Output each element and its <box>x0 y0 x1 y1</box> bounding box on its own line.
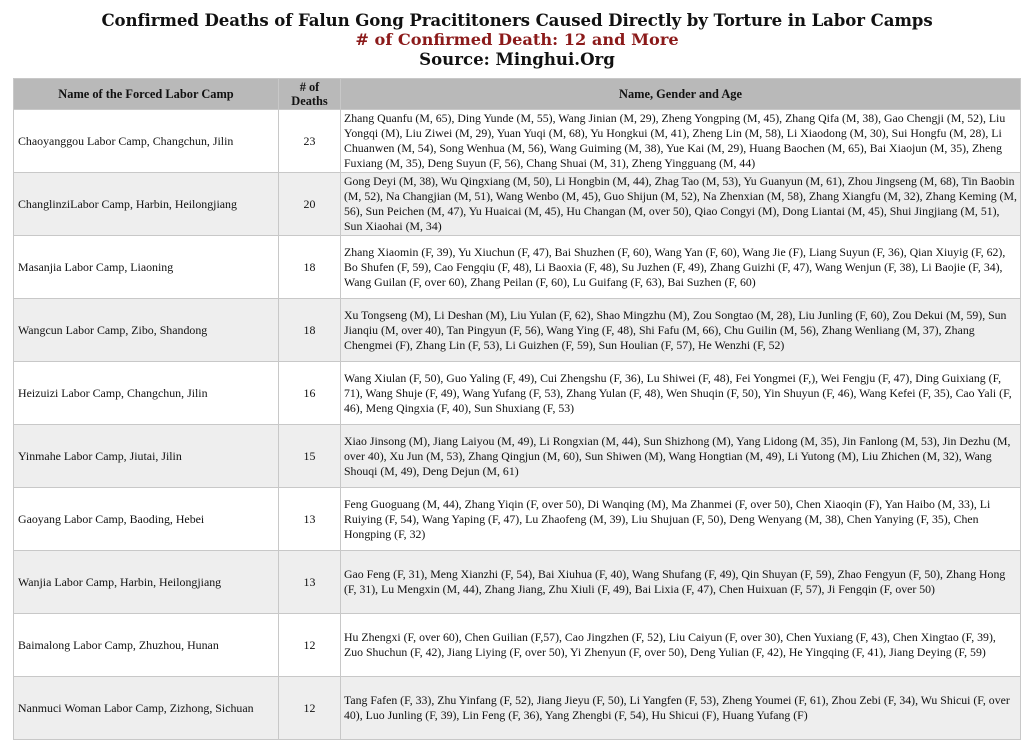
victim-names: Gao Feng (F, 31), Meng Xianzhi (F, 54), Bai Xiuhua (F, 40), Wang Shufang (F, 49), Qin Shuyan (F, 59), Zhao Fengyun (F, 50), Zhang Hong (F, 31), Lu Mengxin (M, 44), Zhang Jiang, Zhu Xiuli (F, 49), Bai Lixia (F, 47), Chen Huixuan (F, 57), Ji Fengqin (F, over 50) <box>341 551 1021 614</box>
death-count: 13 <box>279 488 341 551</box>
table-row <box>14 614 1021 677</box>
death-count: 18 <box>279 299 341 362</box>
death-count: 20 <box>279 173 341 236</box>
table-row <box>14 236 1021 299</box>
victim-names: Tang Fafen (F, 33), Zhu Yinfang (F, 52), Jiang Jieyu (F, 50), Li Yangfen (F, 53), Zheng Youmei (F, 61), Zhou Zebi (F, 34), Wu Shicui (F, over 40), Luo Junling (F, 39), Lin Feng (F, 36), Yang Zhengbi (F, 54), Hu Shicui (F), Huang Yufang (F) <box>341 677 1021 740</box>
table-row <box>14 299 1021 362</box>
report-title: Confirmed Deaths of Falun Gong Pracititoners Caused Directly by Torture in Labor Camps <box>101 10 933 30</box>
table-row <box>14 362 1021 425</box>
victim-names: Hu Zhengxi (F, over 60), Chen Guilian (F,57), Cao Jingzhen (F, 52), Liu Caiyun (F, over 30), Chen Yuxiang (F, 43), Chen Xingtao (F, 39), Zuo Shuchun (F, 42), Jiang Liying (F, over 50), Yi Zhenyun (F, over 50), Deng Yulian (F, 42), He Yingqing (F, 41), Jiang Deying (F, 59) <box>341 614 1021 677</box>
death-count: 16 <box>279 362 341 425</box>
death-count: 15 <box>279 425 341 488</box>
header-names: Name, Gender and Age <box>341 79 1021 110</box>
victim-names: Zhang Xiaomin (F, 39), Yu Xiuchun (F, 47), Bai Shuzhen (F, 60), Wang Yan (F, 60), Wang Jie (F), Liang Suyun (F, 36), Qian Xiuyig (F, 62), Bo Shufen (F, 59), Cao Fengqiu (F, 48), Li Baoxia (F, 48), Su Juzhen (F, 49), Zhang Guizhi (F, 47), Wang Wenjun (F, 38), Li Baojie (F, 34), Wang Guilan (F, over 60), Zhang Peilan (F, 60), Lu Guifang (F, 63), Bai Suzhen (F, 60) <box>341 236 1021 299</box>
camp-name: Gaoyang Labor Camp, Baoding, Hebei <box>14 488 279 551</box>
table-header-row <box>14 79 1021 110</box>
header-count: # of Deaths <box>279 79 341 110</box>
victim-names: Gong Deyi (M, 38), Wu Qingxiang (M, 50), Li Hongbin (M, 44), Zhag Tao (M, 53), Yu Guanyun (M, 61), Zhou Jingseng (M, 68), Tin Baobin (M, 52), Na Changjian (M, 51), Wang Wenbo (M, 45), Guo Shijun (M, 52), Na Zhenxian (M, 58), Zhang Xiangfu (M, 32), Zhang Keming (M, 56), Sun Peichen (M, 47), Yu Huaicai (M, 45), Hu Changan (M, over 50), Qiao Congyi (M), Dong Liantai (M, 45), Shui Jingjiang (M, 51), Sun Xiaohai (M, 34) <box>341 173 1021 236</box>
table-row <box>14 551 1021 614</box>
death-count: 18 <box>279 236 341 299</box>
camp-name: Baimalong Labor Camp, Zhuzhou, Hunan <box>14 614 279 677</box>
camp-name: Wanjia Labor Camp, Harbin, Heilongjiang <box>14 551 279 614</box>
camp-name: Nanmuci Woman Labor Camp, Zizhong, Sichuan <box>14 677 279 740</box>
table-row <box>14 173 1021 236</box>
death-count: 23 <box>279 110 341 173</box>
camp-name: Heizuizi Labor Camp, Changchun, Jilin <box>14 362 279 425</box>
death-count: 13 <box>279 551 341 614</box>
camp-name: Yinmahe Labor Camp, Jiutai, Jilin <box>14 425 279 488</box>
camp-name: Wangcun Labor Camp, Zibo, Shandong <box>14 299 279 362</box>
death-count: 12 <box>279 677 341 740</box>
table-row <box>14 110 1021 173</box>
report-subtitle: # of Confirmed Death: 12 and More <box>355 30 679 49</box>
report-source: Source: Minghui.Org <box>419 49 615 69</box>
victim-names: Xu Tongseng (M), Li Deshan (M), Liu Yulan (F, 62), Shao Mingzhu (M), Zou Songtao (M, 28), Liu Junling (F, 60), Zou Dekui (M, 59), Sun Jianqiu (M, over 40), Tan Pingyun (F, 56), Wang Ying (F, 48), Shi Fafu (M, 66), Chu Guilin (M, 56), Zhang Wenliang (M, 37), Zhang Chengmei (F), Zhang Lin (F, 53), Li Guizhen (F, 59), Sun Houlian (F, 57), He Wenzhi (F, 52) <box>341 299 1021 362</box>
deaths-table <box>13 78 1021 740</box>
camp-name: Chaoyanggou Labor Camp, Changchun, Jilin <box>14 110 279 173</box>
victim-names: Xiao Jinsong (M), Jiang Laiyou (M, 49), Li Rongxian (M, 44), Sun Shizhong (M), Yang Lidong (M, 35), Jin Fanlong (M, 53), Jin Dezhu (M, over 40), Xu Jun (M, 53), Zhang Qingjun (M, 60), Sun Shiwen (M), Wang Hongtian (M, 49), Li Yutong (M), Liu Zhichen (M, 32), Wang Shouqi (M, 49), Deng Dejun (M, 61) <box>341 425 1021 488</box>
camp-name: ChanglinziLabor Camp, Harbin, Heilongjiang <box>14 173 279 236</box>
table-row <box>14 425 1021 488</box>
victim-names: Feng Guoguang (M, 44), Zhang Yiqin (F, over 50), Di Wanqing (M), Ma Zhanmei (F, over 50), Chen Xiaoqin (F), Yan Haibo (M, 33), Li Ruiying (F, 54), Wang Yaping (F, 47), Lu Zhaofeng (M, 39), Liu Shujuan (F, 50), Deng Wenyang (M, 38), Chen Yanying (F, 35), Chen Hongping (F, 32) <box>341 488 1021 551</box>
table-row <box>14 677 1021 740</box>
report-header <box>0 0 1034 69</box>
camp-name: Masanjia Labor Camp, Liaoning <box>14 236 279 299</box>
victim-names: Wang Xiulan (F, 50), Guo Yaling (F, 49), Cui Zhengshu (F, 36), Lu Shiwei (F, 48), Fei Yongmei (F,), Wei Fengju (F, 47), Ding Guixiang (F, 71), Wang Shuje (F, 49), Wang Yufang (F, 53), Zhang Yulan (F, 48), Wen Shuqin (F, 50), Yin Shuyun (F, 46), Wang Kefei (F, 35), Cao Yali (F, 46), Meng Qingxia (F, 40), Sun Shuxiang (F, 53) <box>341 362 1021 425</box>
table-row <box>14 488 1021 551</box>
victim-names: Zhang Quanfu (M, 65), Ding Yunde (M, 55), Wang Jinian (M, 29), Zheng Yongping (M, 45), Zhang Qifa (M, 38), Gao Chengji (M, 52), Liu Yongqi (M), Liu Ziwei (M, 29), Yuan Yuqi (M, 68), Yu Hongkui (M, 41), Zheng Lin (M, 58), Li Xiaodong (M, 30), Sui Hongfu (M, 28), Li Chuanwen (M, 54), Song Wenhua (M, 56), Wang Guiming (M, 38), Yue Kai (M, 29), Huang Baochen (M, 65), Bai Xiaojun (M, 35), Zheng Fuxiang (M, 35), Deng Suyun (F, 56), Chang Shuai (M, 31), Zheng Yingguang (M, 44) <box>341 110 1021 173</box>
header-camp: Name of the Forced Labor Camp <box>14 79 279 110</box>
death-count: 12 <box>279 614 341 677</box>
